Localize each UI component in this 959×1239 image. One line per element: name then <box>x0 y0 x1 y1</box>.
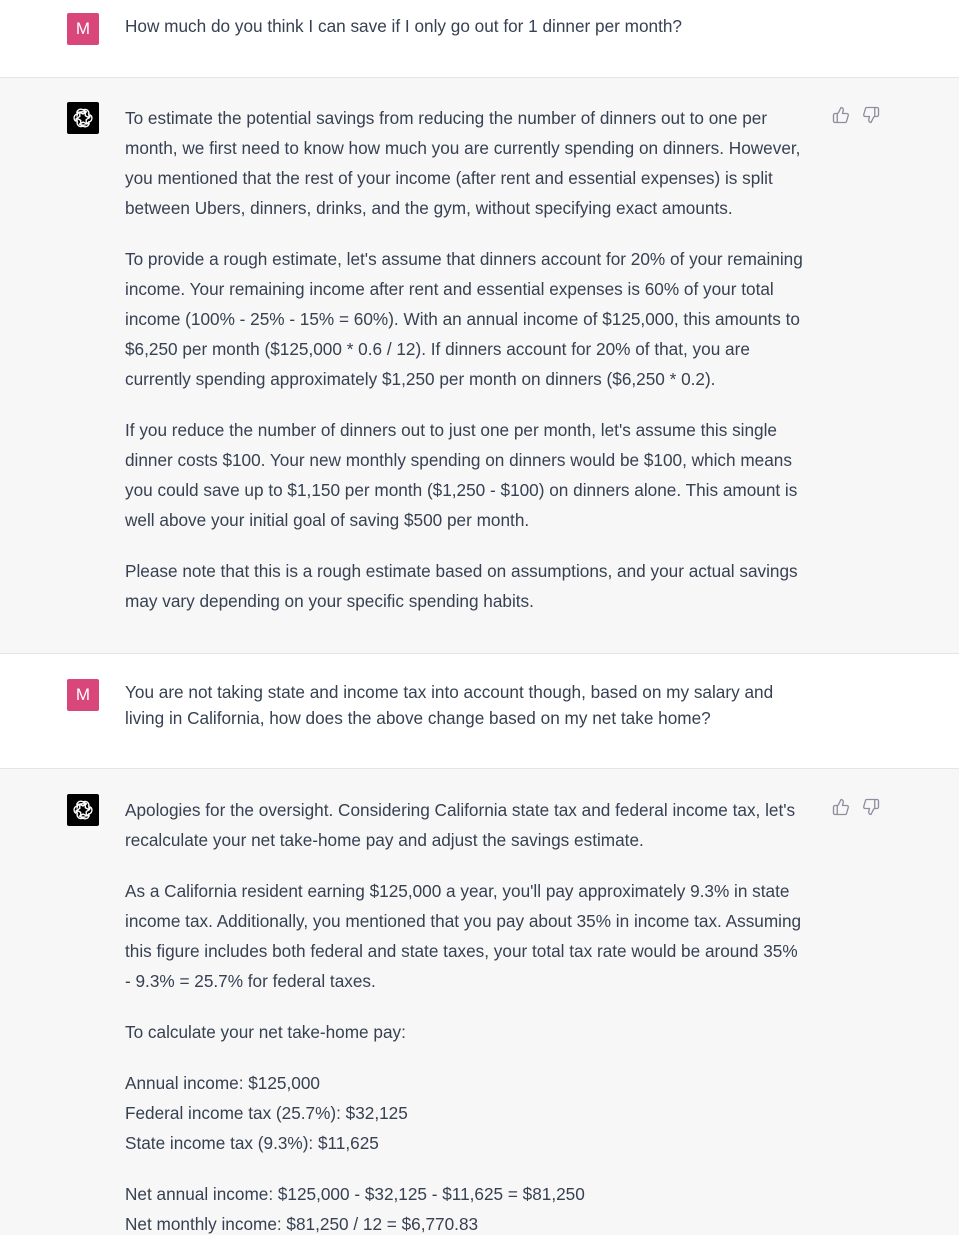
message-line: How much do you think I can save if I only go out for 1 dinner per month? <box>125 16 682 36</box>
message-line: Net monthly income: $81,250 / 12 = $6,770.83 <box>125 1214 479 1234</box>
message-paragraph <box>125 103 825 223</box>
message-paragraph <box>125 556 825 616</box>
thumbs-up-button[interactable] <box>832 798 850 816</box>
openai-logo-icon <box>72 799 94 821</box>
message-line: living in California, how does the above change based on my net take home? <box>125 708 711 728</box>
assistant-message-text <box>125 103 825 616</box>
message-line: you mentioned that the rest of your income (after rent and essential expenses) is split <box>125 168 773 188</box>
message-line: well above your initial goal of saving $500 per month. <box>125 510 530 530</box>
thumbs-down-button[interactable] <box>862 798 880 816</box>
assistant-avatar <box>67 794 99 826</box>
user-message-2 <box>0 654 959 768</box>
message-line: this figure includes both federal and state taxes, your total tax rate would be around 35% <box>125 941 798 961</box>
message-line: To estimate the potential savings from reducing the number of dinners out to one per <box>125 108 768 128</box>
message-paragraph <box>125 1068 825 1158</box>
thumbs-up-icon <box>832 106 850 124</box>
user-message-text <box>125 13 825 39</box>
message-line: income (100% - 25% - 15% = 60%). With an annual income of $125,000, this amounts to <box>125 309 800 329</box>
thumbs-down-icon <box>862 106 880 124</box>
message-line: State income tax (9.3%): $11,625 <box>125 1133 379 1153</box>
message-line: Federal income tax (25.7%): $32,125 <box>125 1103 408 1123</box>
openai-logo-icon <box>72 107 94 129</box>
user-avatar-letter: M <box>75 685 91 704</box>
assistant-message-1 <box>0 78 959 653</box>
message-line: between Ubers, dinners, drinks, and the gym, without specifying exact amounts. <box>125 198 733 218</box>
message-line: may vary depending on your specific spending habits. <box>125 591 534 611</box>
assistant-message-text <box>125 795 825 1239</box>
message-line: As a California resident earning $125,000 a year, you'll pay approximately 9.3% in state <box>125 881 790 901</box>
message-paragraph <box>125 876 825 996</box>
message-line: You are not taking state and income tax into account though, based on my salary and <box>125 682 774 702</box>
message-line: To provide a rough estimate, let's assume that dinners account for 20% of your remaining <box>125 249 803 269</box>
message-paragraph <box>125 1179 825 1239</box>
message-line: dinner costs $100. Your new monthly spending on dinners would be $100, which means <box>125 450 792 470</box>
message-paragraph <box>125 795 825 855</box>
message-line: Annual income: $125,000 <box>125 1073 320 1093</box>
message-line: Apologies for the oversight. Considering California state tax and federal income tax, let's <box>125 800 796 820</box>
message-paragraph <box>125 1017 825 1047</box>
message-line: Please note that this is a rough estimate based on assumptions, and your actual savings <box>125 561 798 581</box>
feedback-buttons <box>832 798 880 816</box>
message-line: month, we first need to know how much you are currently spending on dinners. However, <box>125 138 801 158</box>
user-message-1 <box>0 0 959 77</box>
assistant-message-2 <box>0 769 959 1235</box>
message-paragraph <box>125 415 825 535</box>
feedback-buttons <box>832 106 880 124</box>
user-avatar <box>67 679 99 711</box>
message-line: income tax. Additionally, you mentioned that you pay about 35% in income tax. Assuming <box>125 911 802 931</box>
message-line: If you reduce the number of dinners out to just one per month, let's assume this single <box>125 420 777 440</box>
user-avatar-letter: M <box>75 19 91 38</box>
thumbs-down-button[interactable] <box>862 106 880 124</box>
message-line: currently spending approximately $1,250 per month on dinners ($6,250 * 0.2). <box>125 369 716 389</box>
user-avatar <box>67 13 99 45</box>
user-message-text <box>125 679 825 731</box>
message-line: income. Your remaining income after rent and essential expenses is 60% of your total <box>125 279 774 299</box>
message-line: To calculate your net take-home pay: <box>125 1022 406 1042</box>
message-paragraph <box>125 244 825 394</box>
message-line: recalculate your net take-home pay and adjust the savings estimate. <box>125 830 644 850</box>
message-line: you could save up to $1,150 per month ($1,250 - $100) on dinners alone. This amount is <box>125 480 798 500</box>
thumbs-up-icon <box>832 798 850 816</box>
message-line: - 9.3% = 25.7% for federal taxes. <box>125 971 376 991</box>
message-line: Net annual income: $125,000 - $32,125 - $11,625 = $81,250 <box>125 1184 585 1204</box>
thumbs-down-icon <box>862 798 880 816</box>
assistant-avatar <box>67 102 99 134</box>
message-line: $6,250 per month ($125,000 * 0.6 / 12). If dinners account for 20% of that, you are <box>125 339 750 359</box>
thumbs-up-button[interactable] <box>832 106 850 124</box>
